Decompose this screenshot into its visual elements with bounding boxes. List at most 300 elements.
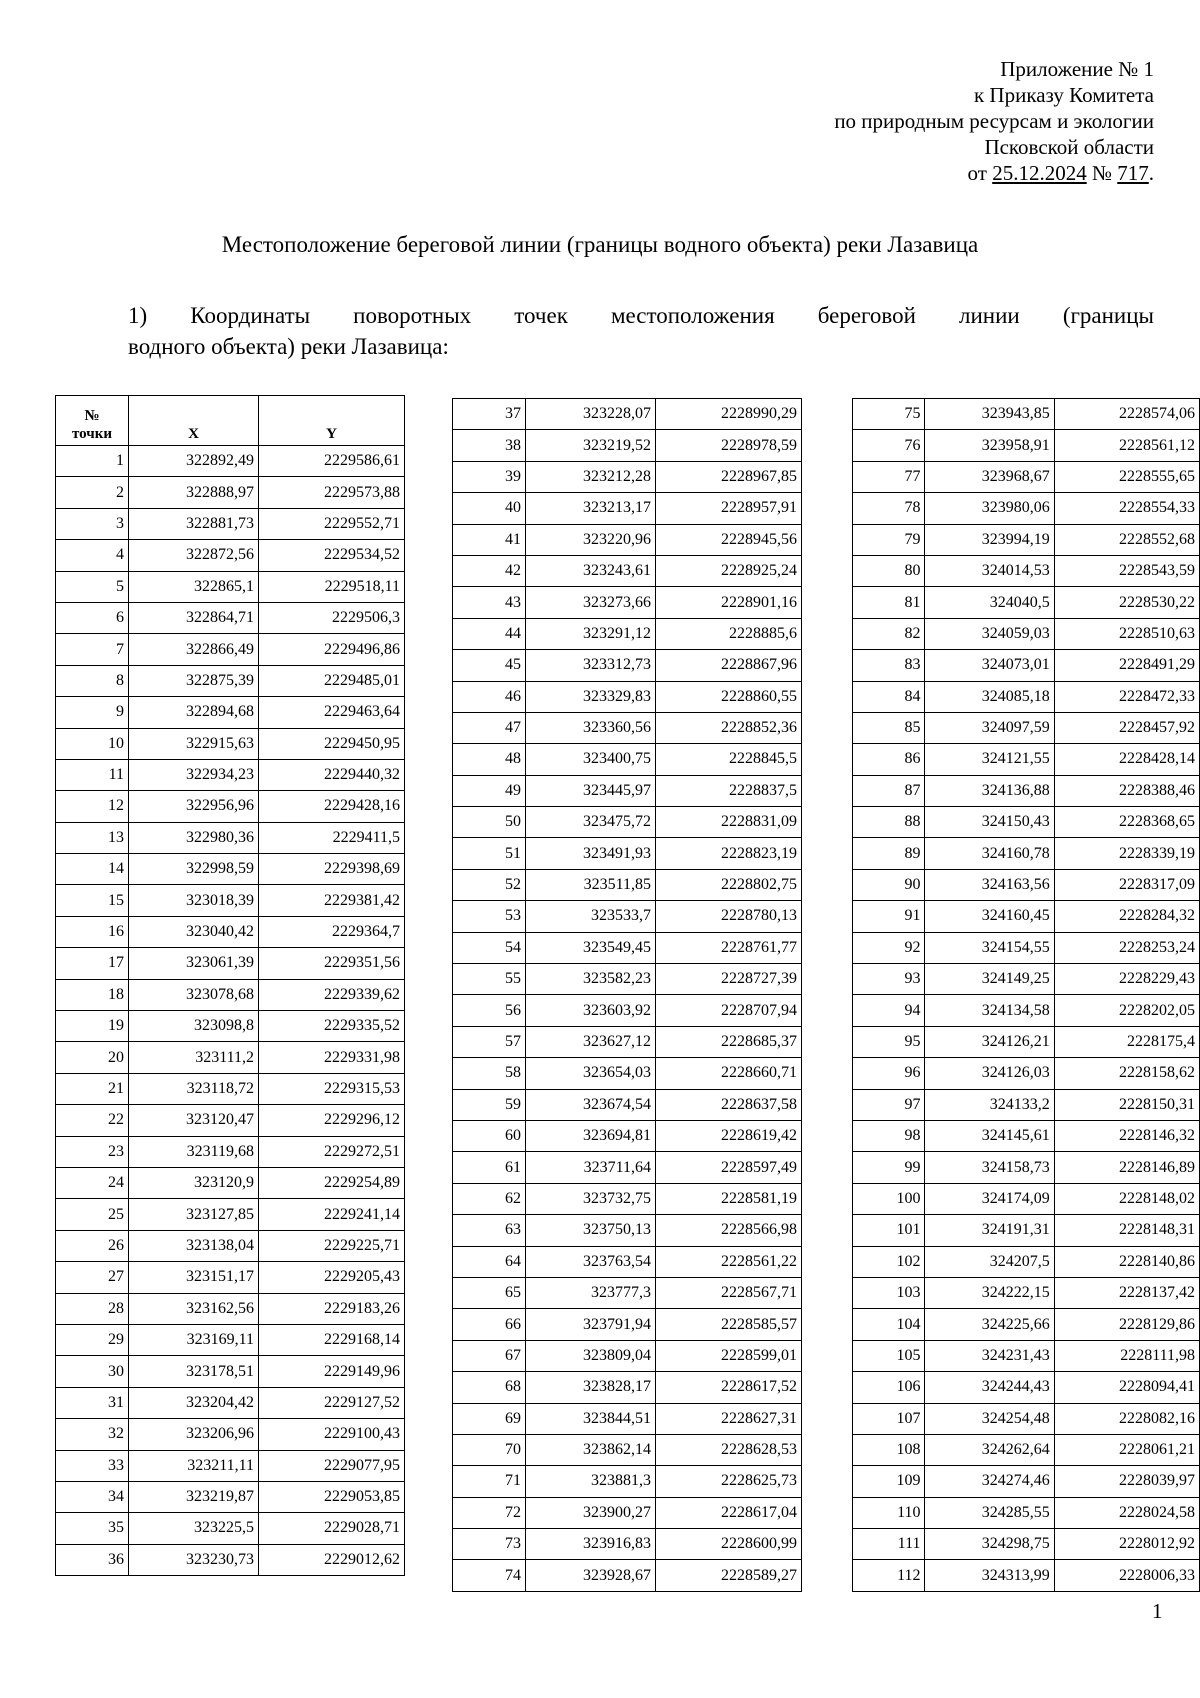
- order-number: 717: [1117, 161, 1149, 185]
- x-cell: 324158,73: [925, 1152, 1054, 1183]
- x-cell: 322934,23: [129, 759, 259, 790]
- table-row: [56, 1293, 405, 1324]
- y-cell: 2229485,01: [259, 665, 405, 696]
- table-row: [853, 1152, 1200, 1183]
- y-cell: 2229411,5: [259, 822, 405, 853]
- date-prefix: от: [967, 161, 987, 185]
- table-row: [453, 1466, 802, 1497]
- x-cell: 323329,83: [526, 681, 656, 712]
- table-row: [56, 1230, 405, 1261]
- x-cell: 323078,68: [129, 979, 259, 1010]
- y-cell: 2229506,3: [259, 602, 405, 633]
- x-cell: 322872,56: [129, 540, 259, 571]
- intro-line-1: 1) Координаты поворотных точек местоположения береговой линии (границы: [128, 303, 1154, 328]
- table-row: [853, 587, 1200, 618]
- x-cell: 323138,04: [129, 1230, 259, 1261]
- header-point-word: точки: [71, 426, 113, 442]
- x-cell: 323844,51: [526, 1403, 656, 1434]
- table-row: [853, 1434, 1200, 1465]
- y-cell: 2228148,31: [1054, 1215, 1199, 1246]
- table-row: [453, 1560, 802, 1591]
- x-cell: 323243,61: [526, 555, 656, 586]
- table-row: [453, 964, 802, 995]
- x-cell: 324191,31: [925, 1215, 1054, 1246]
- y-cell: 2228339,19: [1054, 838, 1199, 869]
- y-cell: 2228845,5: [656, 744, 802, 775]
- x-cell: 323400,75: [526, 744, 656, 775]
- x-cell: 323862,14: [526, 1434, 656, 1465]
- point-number-cell: 20: [56, 1042, 129, 1073]
- table-row: [853, 901, 1200, 932]
- y-cell: 2228530,22: [1054, 587, 1199, 618]
- point-number-cell: 23: [56, 1136, 129, 1167]
- table-row: [453, 1152, 802, 1183]
- table-row: [453, 555, 802, 586]
- table-row: [56, 1419, 405, 1450]
- y-cell: 2228024,58: [1054, 1497, 1199, 1528]
- table-row: [853, 618, 1200, 649]
- order-date: 25.12.2024: [992, 161, 1087, 185]
- y-cell: 2228510,63: [1054, 618, 1199, 649]
- x-cell: 323018,39: [129, 885, 259, 916]
- table-row: [453, 1403, 802, 1434]
- y-cell: 2228284,32: [1054, 901, 1199, 932]
- point-number-cell: 67: [453, 1340, 526, 1371]
- y-cell: 2229077,95: [259, 1450, 405, 1481]
- point-number-cell: 22: [56, 1105, 129, 1136]
- y-cell: 2228837,5: [656, 775, 802, 806]
- point-number-cell: 53: [453, 901, 526, 932]
- y-cell: 2228202,05: [1054, 995, 1199, 1026]
- x-cell: 323491,93: [526, 838, 656, 869]
- table-row: [56, 759, 405, 790]
- date-line-dot: .: [1148, 161, 1154, 185]
- table-row: [56, 1167, 405, 1198]
- y-cell: 2228552,68: [1054, 524, 1199, 555]
- table-row: [453, 1183, 802, 1214]
- y-cell: 2228617,52: [656, 1372, 802, 1403]
- point-number-cell: 69: [453, 1403, 526, 1434]
- x-cell: 322980,36: [129, 822, 259, 853]
- x-cell: 323549,45: [526, 932, 656, 963]
- point-number-cell: 43: [453, 587, 526, 618]
- table-row: [453, 1215, 802, 1246]
- x-cell: 324163,56: [925, 869, 1054, 900]
- y-cell: 2228111,98: [1054, 1340, 1199, 1371]
- table-row: [56, 1387, 405, 1418]
- header-y: Y: [259, 396, 405, 446]
- y-cell: 2228561,12: [1054, 430, 1199, 461]
- table-row: [453, 932, 802, 963]
- point-number-cell: 101: [853, 1215, 925, 1246]
- x-cell: 323098,8: [129, 1011, 259, 1042]
- table-row: [853, 712, 1200, 743]
- header-line-2: к Приказу Комитета: [973, 83, 1154, 107]
- x-cell: 323169,11: [129, 1324, 259, 1355]
- point-number-cell: 48: [453, 744, 526, 775]
- y-cell: 2229398,69: [259, 854, 405, 885]
- table-row: [56, 948, 405, 979]
- x-cell: 323928,67: [526, 1560, 656, 1591]
- header-number-sign: №: [84, 408, 100, 424]
- x-cell: 323061,39: [129, 948, 259, 979]
- y-cell: 2229496,86: [259, 634, 405, 665]
- x-cell: 322888,97: [129, 477, 259, 508]
- x-cell: 323204,42: [129, 1387, 259, 1418]
- x-cell: 324313,99: [925, 1560, 1054, 1591]
- table-row: [853, 1089, 1200, 1120]
- y-cell: 2228317,09: [1054, 869, 1199, 900]
- x-cell: 323211,11: [129, 1450, 259, 1481]
- table-row: [56, 1356, 405, 1387]
- table-row: [56, 1105, 405, 1136]
- y-cell: 2228589,27: [656, 1560, 802, 1591]
- y-cell: 2228006,33: [1054, 1560, 1199, 1591]
- y-cell: 2228627,31: [656, 1403, 802, 1434]
- y-cell: 2228457,92: [1054, 712, 1199, 743]
- table-row: [453, 744, 802, 775]
- point-number-cell: 12: [56, 791, 129, 822]
- y-cell: 2228978,59: [656, 430, 802, 461]
- point-number-cell: 93: [853, 964, 925, 995]
- y-cell: 2228253,24: [1054, 932, 1199, 963]
- table-row: [56, 1450, 405, 1481]
- x-cell: 323225,5: [129, 1513, 259, 1544]
- point-number-cell: 86: [853, 744, 925, 775]
- x-cell: 324134,58: [925, 995, 1054, 1026]
- point-number-cell: 108: [853, 1434, 925, 1465]
- x-cell: 324160,45: [925, 901, 1054, 932]
- point-number-cell: 75: [853, 399, 925, 430]
- table-row: [453, 1372, 802, 1403]
- table-row: [853, 1026, 1200, 1057]
- x-cell: 323603,92: [526, 995, 656, 1026]
- x-cell: 323627,12: [526, 1026, 656, 1057]
- y-cell: 2229168,14: [259, 1324, 405, 1355]
- y-cell: 2229149,96: [259, 1356, 405, 1387]
- header-date-line: [834, 160, 1154, 186]
- y-cell: 2229463,64: [259, 697, 405, 728]
- x-cell: 324207,5: [925, 1246, 1054, 1277]
- x-cell: 323654,03: [526, 1058, 656, 1089]
- table-header-row: [56, 396, 405, 446]
- y-cell: 2228229,43: [1054, 964, 1199, 995]
- y-cell: 2229028,71: [259, 1513, 405, 1544]
- x-cell: 324160,78: [925, 838, 1054, 869]
- x-cell: 323206,96: [129, 1419, 259, 1450]
- table-row: [853, 964, 1200, 995]
- x-cell: 324231,43: [925, 1340, 1054, 1371]
- y-cell: 2229335,52: [259, 1011, 405, 1042]
- point-number-cell: 17: [56, 948, 129, 979]
- y-cell: 2228780,13: [656, 901, 802, 932]
- x-cell: 324126,21: [925, 1026, 1054, 1057]
- point-number-cell: 77: [853, 461, 925, 492]
- y-cell: 2228957,91: [656, 493, 802, 524]
- point-number-cell: 30: [56, 1356, 129, 1387]
- table-row: [853, 1309, 1200, 1340]
- y-cell: 2228597,49: [656, 1152, 802, 1183]
- x-cell: 323475,72: [526, 807, 656, 838]
- table-row: [453, 1026, 802, 1057]
- y-cell: 2229364,7: [259, 916, 405, 947]
- x-cell: 323220,96: [526, 524, 656, 555]
- x-cell: 323582,23: [526, 964, 656, 995]
- y-cell: 2228146,89: [1054, 1152, 1199, 1183]
- header-line-4: Псковской области: [984, 135, 1154, 159]
- x-cell: 323777,3: [526, 1277, 656, 1308]
- point-number-cell: 63: [453, 1215, 526, 1246]
- x-cell: 324040,5: [925, 587, 1054, 618]
- x-cell: 323178,51: [129, 1356, 259, 1387]
- table-row: [853, 650, 1200, 681]
- y-cell: 2228388,46: [1054, 775, 1199, 806]
- point-number-cell: 76: [853, 430, 925, 461]
- point-number-cell: 94: [853, 995, 925, 1026]
- point-number-cell: 44: [453, 618, 526, 649]
- point-number-cell: 26: [56, 1230, 129, 1261]
- y-cell: 2228581,19: [656, 1183, 802, 1214]
- point-number-cell: 102: [853, 1246, 925, 1277]
- table-row: [453, 1058, 802, 1089]
- table-row: [853, 995, 1200, 1026]
- y-cell: 2228137,42: [1054, 1277, 1199, 1308]
- point-number-cell: 14: [56, 854, 129, 885]
- x-cell: 323127,85: [129, 1199, 259, 1230]
- point-number-cell: 46: [453, 681, 526, 712]
- y-cell: 2228617,04: [656, 1497, 802, 1528]
- table-row: [56, 1481, 405, 1512]
- point-number-cell: 79: [853, 524, 925, 555]
- x-cell: 324262,64: [925, 1434, 1054, 1465]
- point-number-cell: 5: [56, 571, 129, 602]
- x-cell: 323119,68: [129, 1136, 259, 1167]
- y-cell: 2229573,88: [259, 477, 405, 508]
- table-row: [853, 869, 1200, 900]
- x-cell: 323219,87: [129, 1481, 259, 1512]
- x-cell: 324149,25: [925, 964, 1054, 995]
- x-cell: 324154,55: [925, 932, 1054, 963]
- point-number-cell: 107: [853, 1403, 925, 1434]
- y-cell: 2229518,11: [259, 571, 405, 602]
- point-number-cell: 85: [853, 712, 925, 743]
- y-cell: 2229339,62: [259, 979, 405, 1010]
- y-cell: 2228967,85: [656, 461, 802, 492]
- y-cell: 2228660,71: [656, 1058, 802, 1089]
- x-cell: 323040,42: [129, 916, 259, 947]
- x-cell: 324254,48: [925, 1403, 1054, 1434]
- table-row: [453, 493, 802, 524]
- y-cell: 2228860,55: [656, 681, 802, 712]
- x-cell: 323120,47: [129, 1105, 259, 1136]
- point-number-cell: 39: [453, 461, 526, 492]
- header-line-1: Приложение № 1: [1000, 57, 1154, 81]
- point-number-cell: 52: [453, 869, 526, 900]
- point-number-cell: 91: [853, 901, 925, 932]
- table-row: [56, 791, 405, 822]
- x-cell: 324225,66: [925, 1309, 1054, 1340]
- point-number-cell: 24: [56, 1167, 129, 1198]
- y-cell: 2228823,19: [656, 838, 802, 869]
- point-number-cell: 71: [453, 1466, 526, 1497]
- coordinates-table-3: [852, 398, 1200, 1592]
- point-number-cell: 50: [453, 807, 526, 838]
- table-row: [453, 775, 802, 806]
- table-row: [853, 430, 1200, 461]
- x-cell: 324126,03: [925, 1058, 1054, 1089]
- point-number-cell: 7: [56, 634, 129, 665]
- x-cell: 323111,2: [129, 1042, 259, 1073]
- table-row: [453, 1120, 802, 1151]
- y-cell: 2229296,12: [259, 1105, 405, 1136]
- y-cell: 2229012,62: [259, 1544, 405, 1575]
- y-cell: 2228925,24: [656, 555, 802, 586]
- point-number-cell: 62: [453, 1183, 526, 1214]
- point-number-cell: 25: [56, 1199, 129, 1230]
- x-cell: 323694,81: [526, 1120, 656, 1151]
- point-number-cell: 106: [853, 1372, 925, 1403]
- point-number-cell: 87: [853, 775, 925, 806]
- table-row: [853, 1497, 1200, 1528]
- point-number-cell: 4: [56, 540, 129, 571]
- point-number-cell: 6: [56, 602, 129, 633]
- table-row: [56, 1324, 405, 1355]
- y-cell: 2229440,32: [259, 759, 405, 790]
- point-number-cell: 18: [56, 979, 129, 1010]
- y-cell: 2228901,16: [656, 587, 802, 618]
- y-cell: 2228685,37: [656, 1026, 802, 1057]
- x-cell: 323162,56: [129, 1293, 259, 1324]
- table-row: [853, 1529, 1200, 1560]
- y-cell: 2228567,71: [656, 1277, 802, 1308]
- x-cell: 324085,18: [925, 681, 1054, 712]
- table-row: [853, 807, 1200, 838]
- document-title: Местоположение береговой линии (границы водного объекта) реки Лазавица: [221, 232, 979, 257]
- y-cell: 2228368,65: [1054, 807, 1199, 838]
- x-cell: 323312,73: [526, 650, 656, 681]
- y-cell: 2228140,86: [1054, 1246, 1199, 1277]
- table-row: [453, 430, 802, 461]
- point-number-cell: 73: [453, 1529, 526, 1560]
- point-number-cell: 98: [853, 1120, 925, 1151]
- table-row: [56, 665, 405, 696]
- table-body-3: [853, 399, 1200, 1592]
- y-cell: 2228491,29: [1054, 650, 1199, 681]
- point-number-cell: 72: [453, 1497, 526, 1528]
- y-cell: 2228175,4: [1054, 1026, 1199, 1057]
- x-cell: 324222,15: [925, 1277, 1054, 1308]
- x-cell: 324174,09: [925, 1183, 1054, 1214]
- y-cell: 2229450,95: [259, 728, 405, 759]
- y-cell: 2229428,16: [259, 791, 405, 822]
- y-cell: 2229381,42: [259, 885, 405, 916]
- point-number-cell: 37: [453, 399, 526, 430]
- point-number-cell: 90: [853, 869, 925, 900]
- x-cell: 324073,01: [925, 650, 1054, 681]
- y-cell: 2228150,31: [1054, 1089, 1199, 1120]
- x-cell: 323219,52: [526, 430, 656, 461]
- table-row: [853, 1215, 1200, 1246]
- y-cell: 2228574,06: [1054, 399, 1199, 430]
- table-row: [453, 524, 802, 555]
- x-cell: 324274,46: [925, 1466, 1054, 1497]
- point-number-cell: 109: [853, 1466, 925, 1497]
- table-row: [453, 587, 802, 618]
- point-number-cell: 27: [56, 1262, 129, 1293]
- point-number-cell: 33: [56, 1450, 129, 1481]
- y-cell: 2229225,71: [259, 1230, 405, 1261]
- point-number-cell: 21: [56, 1073, 129, 1104]
- point-number-cell: 65: [453, 1277, 526, 1308]
- x-cell: 323809,04: [526, 1340, 656, 1371]
- table-row: [56, 728, 405, 759]
- y-cell: 2229534,52: [259, 540, 405, 571]
- table-row: [853, 493, 1200, 524]
- table-row: [853, 555, 1200, 586]
- y-cell: 2228599,01: [656, 1340, 802, 1371]
- point-number-cell: 68: [453, 1372, 526, 1403]
- table-row: [853, 1246, 1200, 1277]
- point-number-cell: 112: [853, 1560, 925, 1591]
- y-cell: 2228600,99: [656, 1529, 802, 1560]
- point-number-cell: 47: [453, 712, 526, 743]
- x-cell: 324133,2: [925, 1089, 1054, 1120]
- point-number-cell: 89: [853, 838, 925, 869]
- point-number-cell: 54: [453, 932, 526, 963]
- y-cell: 2228039,97: [1054, 1466, 1199, 1497]
- y-cell: 2229053,85: [259, 1481, 405, 1512]
- y-cell: 2228628,53: [656, 1434, 802, 1465]
- x-cell: 323732,75: [526, 1183, 656, 1214]
- table-row: [56, 634, 405, 665]
- y-cell: 2229183,26: [259, 1293, 405, 1324]
- table-row: [56, 1262, 405, 1293]
- table-row: [853, 1372, 1200, 1403]
- point-number-cell: 66: [453, 1309, 526, 1340]
- page-number: 1: [1152, 1599, 1163, 1623]
- x-cell: 323900,27: [526, 1497, 656, 1528]
- point-number-cell: 80: [853, 555, 925, 586]
- point-number-cell: 82: [853, 618, 925, 649]
- table-row: [453, 1277, 802, 1308]
- table-row: [56, 697, 405, 728]
- point-number-cell: 31: [56, 1387, 129, 1418]
- point-number-cell: 97: [853, 1089, 925, 1120]
- x-cell: 324285,55: [925, 1497, 1054, 1528]
- y-cell: 2228012,92: [1054, 1529, 1199, 1560]
- y-cell: 2228555,65: [1054, 461, 1199, 492]
- point-number-cell: 57: [453, 1026, 526, 1057]
- point-number-cell: 2: [56, 477, 129, 508]
- table-row: [453, 650, 802, 681]
- table-row: [453, 869, 802, 900]
- table-row: [853, 775, 1200, 806]
- y-cell: 2228129,86: [1054, 1309, 1199, 1340]
- table-row: [453, 1089, 802, 1120]
- table-row: [453, 712, 802, 743]
- point-number-cell: 78: [853, 493, 925, 524]
- table-row: [453, 1246, 802, 1277]
- x-cell: 322956,96: [129, 791, 259, 822]
- y-cell: 2228619,42: [656, 1120, 802, 1151]
- y-cell: 2229351,56: [259, 948, 405, 979]
- intro-line-2: водного объекта) реки Лазавица:: [128, 334, 449, 359]
- table-row: [853, 524, 1200, 555]
- point-number-cell: 100: [853, 1183, 925, 1214]
- x-cell: 323360,56: [526, 712, 656, 743]
- x-cell: 323968,67: [925, 461, 1054, 492]
- point-number-cell: 74: [453, 1560, 526, 1591]
